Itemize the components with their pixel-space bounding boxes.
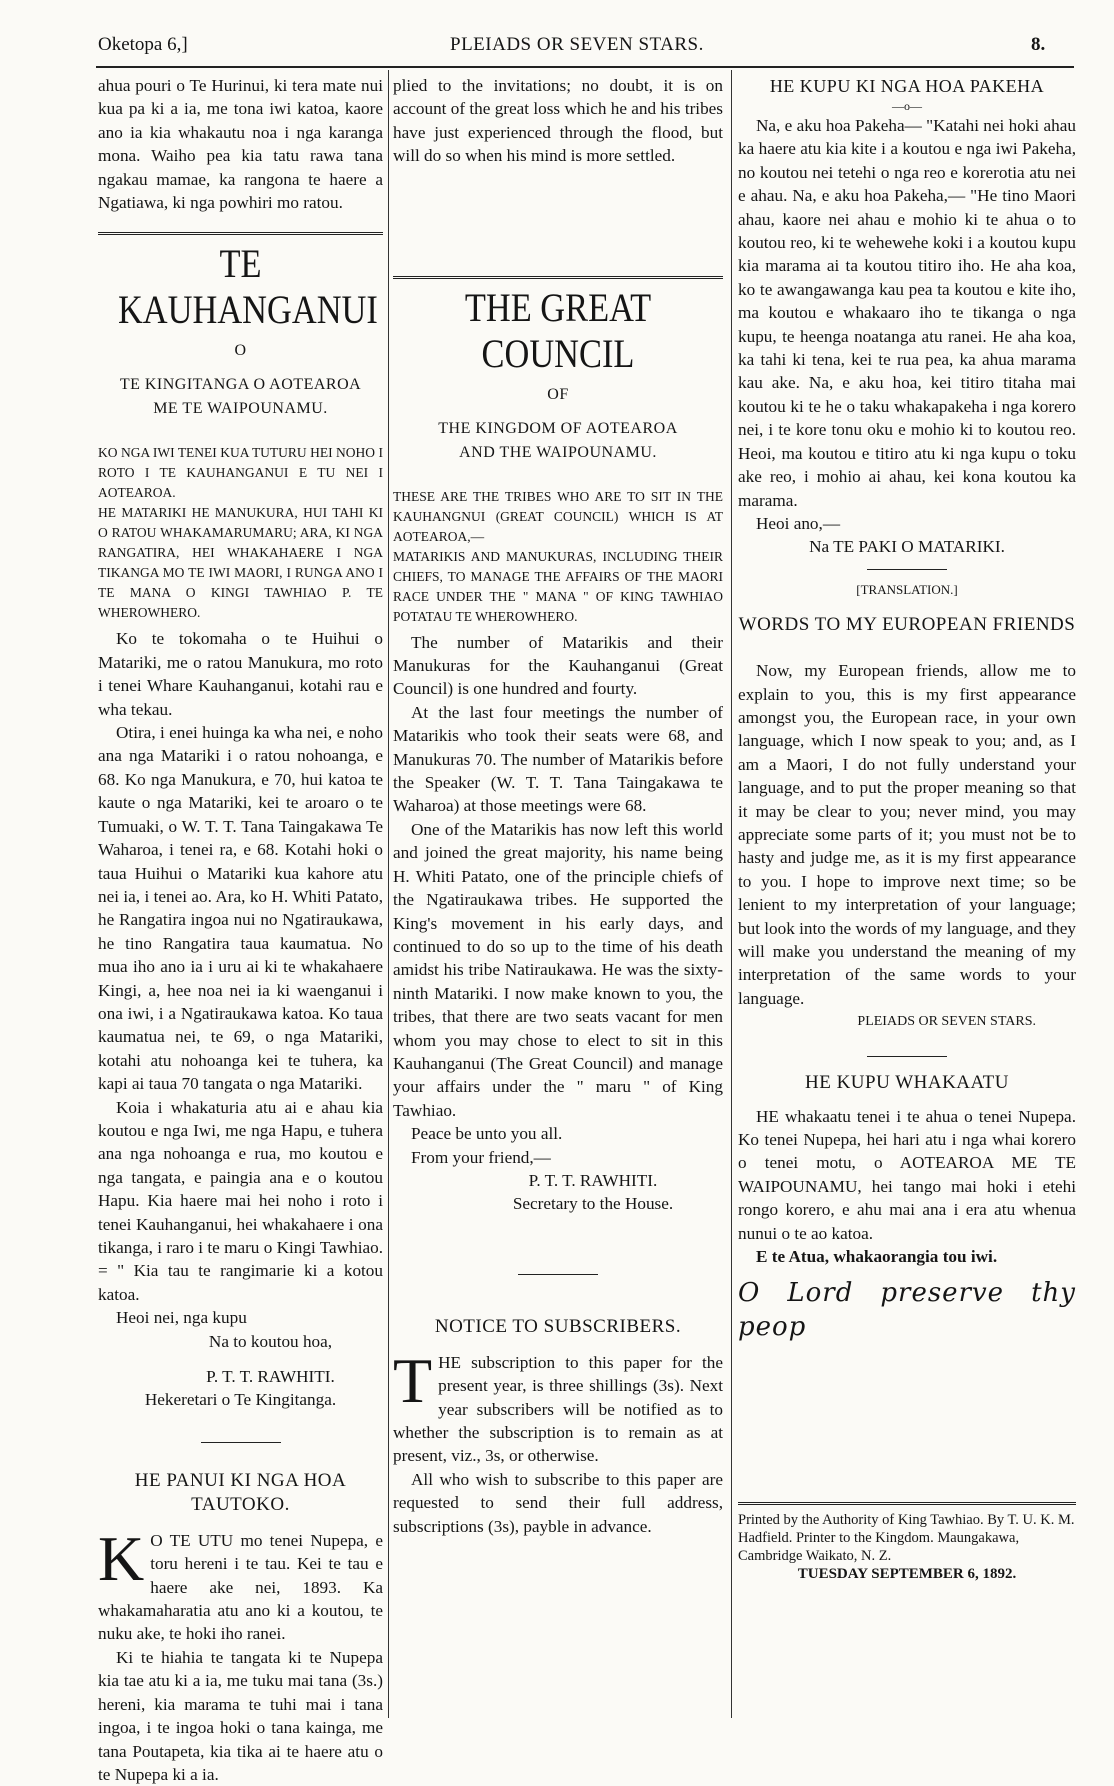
article-title-3: HE KUPU WHAKAATU (805, 1071, 1009, 1093)
notice-text: HE subscription to this paper for the present year, is three shillings (3s). Next year subscribers will be notified as to whether the subscription is to remain as at present, viz., 3s, or otherwise. (393, 1352, 723, 1466)
drop-cap: T (393, 1344, 433, 1416)
notice-text: O TE UTU mo tenei Nupepa, e toru hereni i te tau. Kei te tau e haere ake nei, 1893. Ka whakamaharatia atu ano ki a koutou, te nuku ake, te hoki iho ranei. (98, 1530, 383, 1644)
notice-paragraph (98, 1522, 383, 1646)
column-divider (388, 70, 389, 1718)
drop-cap: K (98, 1522, 145, 1594)
signature-title: Secretary to the House. (512, 1194, 674, 1214)
section-rule (518, 1274, 598, 1275)
section-rule (393, 276, 723, 279)
paragraph: Koia i whakaturia atu ai e ahau kia koutou e nga Iwi, me nga Hapu, e tuhera ana nga nohoanga e rua, mo koutou e nga tangata, e paingia ana e o koutou Hapu. Kia haere mai hei noho i roto i tenei Kauhanganui, hei whakahaere i ona tikanga, i raro i te maru o Kingi Tawhiao. = " Kia tau te rangimarie ki a kotou katoa. (98, 1097, 383, 1304)
article-o: O (234, 342, 247, 360)
signature-title: Hekeretari o Te Kingitanga. (144, 1390, 337, 1410)
article-intro-2: MATARIKIS AND MANUKURAS, INCLUDING THEIR CHIEFS, TO MANAGE THE AFFAIRS OF THE MAORI RACE UNDER THE " MANA " OF KING TAWHIAO POTATAU TE WHEROWHERO. (393, 548, 723, 624)
article-subtitle-2: ME TE WAIPOUNAMU. (153, 400, 328, 418)
page-number: 8. (1031, 34, 1046, 55)
article-subtitle: THE KINGDOM OF AOTEAROA (438, 419, 678, 437)
article-of: OF (547, 385, 569, 403)
signature: PLEIADS OR SEVEN STARS. (857, 1014, 1036, 1030)
article-continuation: plied to the invitations; no doubt, it is on account of the great loss which he and his tribes have just experienced through the flood, but will do so when his mind is more settled. (393, 76, 723, 166)
paragraph: Heoi nei, nga kupu (116, 1308, 247, 1328)
signature: Na TE PAKI O MATARIKI. (809, 537, 1005, 557)
section-rule (201, 1442, 281, 1443)
signature: P. T. T. RAWHITI. (528, 1170, 658, 1190)
article-continuation: ahua pouri o Te Hurinui, ki tera mate nui kua pa ki a ia, me tona iwi katoa, kaore ano ia kia whakautu noa i nga karanga mona. Waiho pea kia tatu rawa tana ngakau mamae, ka rangona te haere a Ngatiawa, ki nga powhiri mo ratou. (98, 76, 383, 213)
separator: —o— (892, 99, 922, 113)
article-title: TE KAUHANGANUI (117, 241, 378, 333)
translation-label: [TRANSLATION.] (856, 581, 958, 597)
paragraph: The number of Matarikis and their Manukuras for the Kauhanganui (Great Council) is one hundred and fourty. (393, 632, 723, 699)
notice-paragraph-2: Ki te hiahia te tangata ki te Nupepa kia tae atu ki a ia, me tuku mai tana (3s.) hereni, kia marama te tuhi mai i tana ingoa, i te ingoa hoki o tana kainga, me tana Poutapeta, kia tika ai te haere atu o te Nupepa ki a ia. (98, 1647, 383, 1784)
notice-title: NOTICE TO SUBSCRIBERS. (434, 1315, 682, 1337)
article-intro-2: HE MATARIKI HE MANUKURA, HUI TAHI KI O RATOU WHAKAMARUMARU; ARA, KI NGA RANGATIRA, HEI WHAKAHAERE I NGA TIKANGA MO TE IWI MAORI, I RUNGA ANO I TE MANA O KINGI TAWHIAO P. TE WHEROWHERO. (98, 505, 383, 621)
imprint-rule (738, 1502, 1076, 1505)
article-subtitle-2: AND THE WAIPOUNAMU. (459, 443, 657, 461)
page-header (0, 0, 1114, 66)
paragraph: One of the Matarikis has now left this world and joined the great majority, his name being H. Whiti Patato, one of the principle chiefs of the Ngatiraukawa tribes. He supported the King's movement in his early days, and continued to do so up to the time of his death amidst his tribe Natiraukawa. He was the sixty-ninth Matariki. I now make known to you, the tribes, that there are two seats vacant for men whom you may chose to elect to sit in this Kauhanganui (The Great Council) and manage your affairs under the " maru " of King Tawhiao. (393, 819, 723, 1120)
masthead-title: PLEIADS OR SEVEN STARS. (450, 34, 704, 55)
article-intro: KO NGA IWI TENEI KUA TUTURU HEI NOHO I ROTO I TE KAUHANGANUI E TU NEI I AOTEAROA. (98, 445, 383, 501)
section-rule (867, 569, 947, 570)
notice-paragraph (393, 1344, 723, 1468)
closing: From your friend,— (411, 1147, 551, 1167)
paragraph: Peace be unto you all. (411, 1124, 563, 1144)
column-3 (738, 74, 1076, 1583)
notice-title: HE PANUI KI NGA HOA TAUTOKO. (134, 1469, 347, 1515)
paragraph: At the last four meetings the number of Matarikis who took their seats were 68, and Manukuras 70. The number of Matarikis before the Speaker (W. T. T. Tana Taingakawa te Waharoa) at those meetings were 68. (393, 702, 723, 816)
column-2 (393, 74, 723, 1538)
article-title: HE KUPU KI NGA HOA PAKEHA (769, 76, 1045, 96)
handwritten-note: O Lord preserve thy peop (738, 1278, 1076, 1343)
section-rule (867, 1056, 947, 1057)
signature: P. T. T. RAWHITI. (206, 1367, 335, 1387)
paragraph: HE whakaatu tenei i te ahua o tenei Nupepa. Ko tenei Nupepa, hei hari atu i nga whai korero o tenei motu, o AOTEAROA ME TE WAIPOUNAMU, hei tango mai hoki i etehi rongo korero, e ahu mai ana i era atu whenua nunui o te ao katoa. (738, 1106, 1076, 1243)
paragraph: Now, my European friends, allow me to explain to you, this is my first appearance amongst you, the European race, in your own language, which I now speak to you; and, as I am a Maori, I do not fully understand your language, and to put the proper meaning so that it may be clear to you; never mind, you may appreciate some parts of it; you must not be to hasty and judge me, as it is my first appearance to you. I hope to improve next time; so be lenient to my interpretation of your language; but look into the words of my language, and they will make you understand the meaning of my interpretation of the same words to your language. (738, 661, 1076, 1008)
column-1 (98, 74, 383, 1786)
closing: Heoi ano,— (756, 513, 841, 533)
paragraph: Ko te tokomaha o te Huihui o Matariki, me o ratou Manukura, mo roto i tenei Whare Kauhanganui, kotahi rau e wha tekau. (98, 629, 383, 719)
paragraph: Otira, i enei huinga ka wha nei, e noho ana nga Matariki i o ratou nohoanga, e 68. Ko nga Manukura, e 70, hui katoa te kaute o nga Matariki, kei te aroaro o te Tumuaki, o W. T. T. Tana Taingakawa Te Waharoa, i tenei ra, e 68. Kotahi hoki o taua Huihui o Matariki kua kahore atu nei ia, i tenei ao. Ara, ko H. Whiti Patato, he Rangatira ingoa nui no Ngatiraukawa, he tino Rangatira taua kaumatua. No mua iho ano ia i uru ai ki te whakahaere Kingi, a, hee noa nei ia ki waenganui i ona iwi, i a Ngatiraukawa katoa. Ko taua kaumatua nei, te 69, o nga Matariki, kotahi atu nohoanga kei te tuhera, ka kapi ai taua 70 tangata o nga Matariki. (98, 723, 383, 1094)
article-title: THE GREAT COUNCIL (464, 284, 652, 376)
article-title-2: WORDS TO MY EUROPEAN FRIENDS (738, 614, 1076, 636)
publication-date: TUESDAY SEPTEMBER 6, 1892. (797, 1566, 1017, 1583)
issue-date: Oketopa 6,] (98, 34, 188, 55)
article-intro: THESE ARE THE TRIBES WHO ARE TO SIT IN THE KAUHANGNUI (GREAT COUNCIL) WHICH IS AT AOTEAROA,— (393, 488, 723, 544)
article-subtitle: TE KINGITANGA O AOTEAROA (119, 376, 362, 394)
header-rule (96, 66, 1074, 68)
closing: Na to koutou hoa, (208, 1331, 333, 1351)
blessing: E te Atua, whakaorangia tou iwi. (756, 1247, 998, 1267)
notice-paragraph-2: All who wish to subscribe to this paper are requested to send their full address, subscriptions (3s), payble in advance. (393, 1469, 723, 1536)
section-rule (98, 232, 383, 235)
imprint: Printed by the Authority of King Tawhiao. By T. U. K. M. Hadfield. Printer to the Kingdom. Maungakawa, Cambridge Waikato, N. Z. (738, 1512, 1075, 1565)
paragraph: Na, e aku hoa Pakeha— "Katahi nei hoki ahau ka haere atu kia kite i a koutou e nga iwi Pakeha, no koutou nei tetehi o nga reo e korerotia atu nei e ahau. Na, e aku hoa Pakeha,— "He tino Maori ahau, kaore nei ahau e mohio ki te ahua o to koutou reo, ki te wehewehe koki i a koutou kupu kia marama ai ta koutou titiro iho. He aha koa, ko te awangawanga kau pea ta koutou e kite iho, ma koutou e whakaaro iho te tikanga o nga kupu, te heenga noatanga atu ranei. He aha koa, ka tahi ki tena, kei te rua pea, ka ahua marama kau ake. Na, e aku hoa, kei titiro titaha mai koutou ki te he o taku whakapakeha i nga korero nei, i te kore tonu oku e mohio ki to koutou reo. Heoi, ma koutou e titiro atu ki nga kupu o toku ake reo, i mohio ai ahau, kei kona koutou ka marama. (738, 116, 1076, 510)
column-divider (731, 70, 732, 1718)
